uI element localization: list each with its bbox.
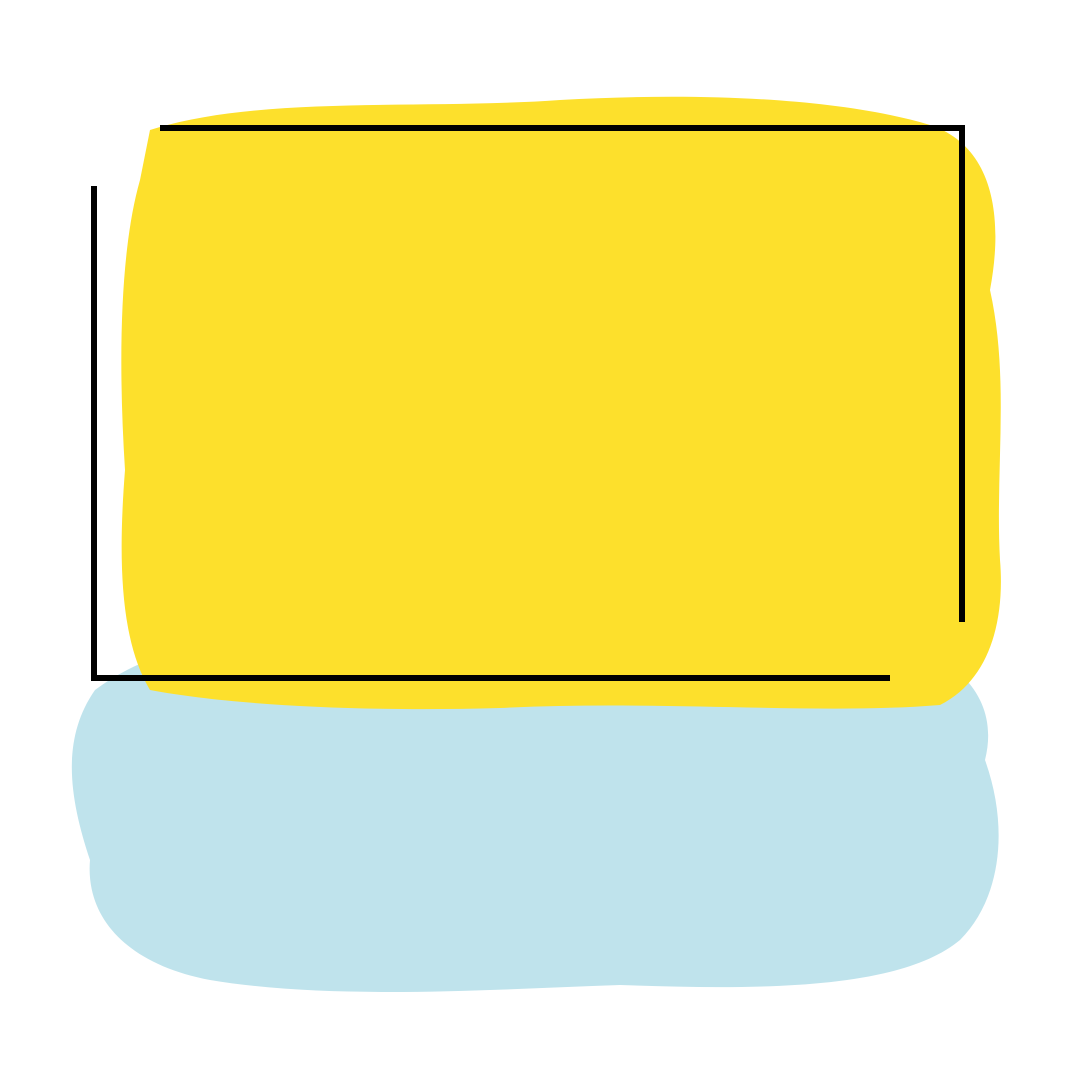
- bottom-pencil-border: [0, 1008, 1080, 1080]
